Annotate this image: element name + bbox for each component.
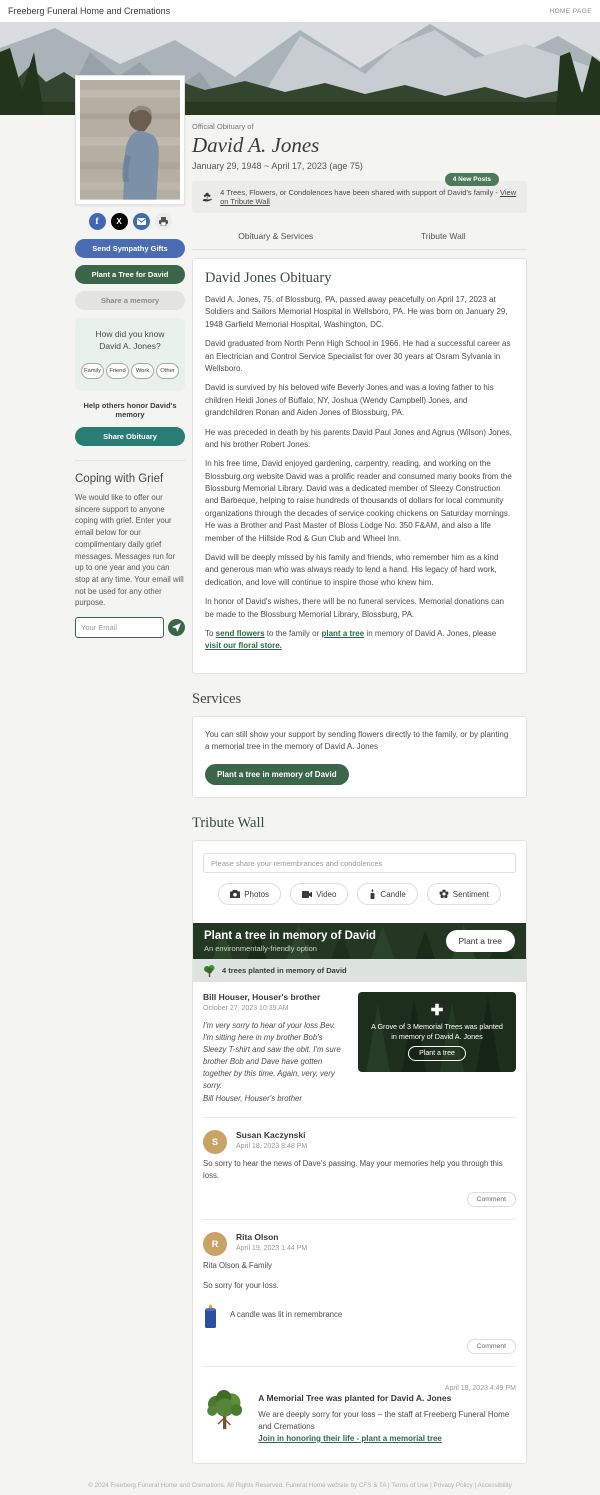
share-obituary-button[interactable]: Share Obituary bbox=[75, 427, 185, 446]
print-icon[interactable] bbox=[155, 213, 172, 230]
social-share-row bbox=[75, 213, 185, 230]
avatar: R bbox=[203, 1232, 227, 1256]
obituary-paragraph: David is survived by his beloved wife Beverly Jones and was a loving father to his children Heidi Jones of Buffalo, NY, Joshua (Wendy Campbell) Jones, and grandchildren Ronan and Aiden Jones of Blossburg, PA. bbox=[205, 383, 494, 418]
banner-subtitle: An environmentally-friendly option bbox=[204, 943, 317, 953]
cross-icon: ✚ bbox=[430, 1001, 444, 1019]
post-date: October 27, 2023 10:39 AM bbox=[203, 1005, 289, 1013]
printer-icon bbox=[159, 217, 168, 226]
facebook-share-icon[interactable]: f bbox=[89, 213, 106, 230]
main-column bbox=[192, 115, 527, 1464]
post-signature: Bill Houser, Houser's brother bbox=[203, 1093, 302, 1103]
paper-plane-icon bbox=[172, 623, 181, 632]
notice-text: 4 Trees, Flowers, or Condolences have been shared with support of David's family - View on Tribute Wall bbox=[220, 188, 517, 206]
page-footer: © 2024 Freeberg Funeral Home and Cremations. All Rights Reserved. Funeral Home website by CFS & TA | Terms of Use | Privacy Policy | Accessibility bbox=[88, 1481, 512, 1489]
post-message: I'm very sorry to hear of your loss Bev. I'm sitting here in my brother Bob's Sleezy T-shirt and saw the obit. I'm sure brother Bob and Dave have gotten together by this time. Again, very, very sorry. bbox=[203, 1021, 341, 1091]
post-message: So sorry for your loss. bbox=[203, 1280, 279, 1290]
nav-home-link[interactable]: HOME PAGE bbox=[549, 7, 592, 15]
obituary-paragraph: In honor of David's wishes, there will be no funeral services. Memorial donations can be made to the Blossburg Memorial Library, Blossburg, PA. bbox=[205, 597, 505, 619]
grove-plant-tree-button[interactable]: Plant a tree bbox=[408, 1046, 466, 1061]
post-divider bbox=[203, 1366, 516, 1367]
trees-planted-bar bbox=[193, 959, 526, 982]
post-date: April 19, 2023 1:44 PM bbox=[236, 1244, 308, 1252]
condolence-composer bbox=[193, 841, 526, 916]
trees-planted-text: 4 trees planted in memory of David bbox=[222, 966, 347, 976]
plant-a-tree-link[interactable]: plant a tree bbox=[321, 628, 365, 638]
obituary-card bbox=[192, 258, 527, 674]
relationship-options bbox=[80, 363, 180, 379]
memorial-grove-card bbox=[358, 992, 516, 1072]
memorial-candle-image bbox=[203, 1301, 218, 1329]
obituary-paragraph: He was preceded in death by his parents David Paul Jones and Agnus (Wilson) Jones, and his brother Robert Jones. bbox=[205, 427, 512, 449]
condolence-input[interactable] bbox=[203, 853, 516, 873]
join-honoring-link[interactable]: Join in honoring their life - plant a memorial tree bbox=[258, 1433, 442, 1443]
post-message: Rita Olson & Family bbox=[203, 1260, 272, 1270]
send-sympathy-gifts-button[interactable]: Send Sympathy Gifts bbox=[75, 239, 185, 258]
portrait-photo bbox=[80, 80, 180, 200]
obituary-paragraph: David graduated from North Penn High School in 1966. He had a successful career as an Electrician and Control Service Specialist for over 30 years at Osram Sylvania in Wellsboro. bbox=[205, 339, 511, 373]
post-author: Rita Olson bbox=[236, 1231, 279, 1242]
condolence-notice-wrap bbox=[192, 176, 527, 213]
sidebar-divider bbox=[75, 460, 185, 461]
obituary-title: David Jones Obituary bbox=[205, 270, 332, 286]
tab-obituary-services[interactable]: Obituary & Services bbox=[238, 231, 314, 241]
video-camera-icon bbox=[302, 891, 312, 898]
email-submit-button[interactable] bbox=[168, 619, 185, 636]
x-share-icon[interactable]: X bbox=[111, 213, 128, 230]
post-date: April 18, 2023 8:48 PM bbox=[236, 1142, 308, 1150]
site-title: Freeberg Funeral Home and Cremations bbox=[8, 6, 171, 16]
memorial-date: April 18, 2023 4:49 PM bbox=[444, 1384, 516, 1392]
know-option-work[interactable]: Work bbox=[131, 363, 154, 379]
send-flowers-link[interactable]: send flowers bbox=[215, 628, 265, 638]
tab-tribute-wall[interactable]: Tribute Wall bbox=[420, 231, 466, 241]
deceased-name: David A. Jones bbox=[192, 133, 320, 157]
post-author: Bill Houser, Houser's brother bbox=[203, 992, 321, 1003]
view-tribute-wall-link[interactable]: View on Tribute Wall bbox=[220, 188, 517, 206]
obituary-paragraph: In his free time, David enjoyed gardening, carpentry, reading, and working on the Blossburg.org website David was a prolific reader and consumed many books from the Blossburg Memorial Library. David was a dedicated member of Sleezy Construction and Barbeque, helping to raise hundreds of thousands of dollars for local community organizations through the decades of service cooking chickens on Saturday mornings. He was a Brother and Past Master of Bloss Lodge No. 350 F&AM, and also a life member of the Hillside Rod & Gun Club and Wheel Inn. bbox=[205, 459, 512, 543]
know-option-friend[interactable]: Friend bbox=[106, 363, 129, 379]
media-buttons-row bbox=[203, 883, 516, 905]
banner-plant-tree-button[interactable]: Plant a tree bbox=[446, 930, 515, 952]
services-card bbox=[192, 716, 527, 798]
honor-memory-text: Help others honor David's memory bbox=[83, 401, 177, 420]
plant-tree-for-david-button[interactable]: Plant a Tree for David bbox=[75, 265, 185, 284]
portrait-photo-card bbox=[75, 75, 185, 205]
candle-icon bbox=[369, 889, 376, 899]
comment-button[interactable]: Comment bbox=[467, 1192, 516, 1207]
grief-email-signup bbox=[75, 617, 185, 638]
envelope-icon bbox=[137, 218, 146, 225]
coping-with-grief-section bbox=[75, 473, 185, 638]
coping-title: Coping with Grief bbox=[75, 473, 164, 486]
plant-tree-banner bbox=[193, 923, 526, 959]
life-dates: January 29, 1948 ~ April 17, 2023 (age 75) bbox=[192, 161, 363, 171]
avatar: S bbox=[203, 1130, 227, 1154]
sidebar bbox=[75, 115, 185, 638]
tribute-post bbox=[203, 1130, 516, 1207]
obituary-closing: To send flowers to the family or plant a tree in memory of David A. Jones, please visit our floral store. bbox=[205, 628, 497, 651]
email-input[interactable] bbox=[75, 617, 164, 638]
tribute-wall-heading: Tribute Wall bbox=[192, 814, 265, 831]
memorial-tree-entry bbox=[203, 1379, 516, 1459]
photos-button[interactable]: Photos bbox=[218, 883, 281, 905]
candle-button[interactable]: Candle bbox=[357, 883, 417, 905]
banner-title: Plant a tree in memory of David bbox=[204, 929, 376, 942]
services-heading: Services bbox=[192, 690, 242, 707]
know-option-other[interactable]: Other bbox=[156, 363, 179, 379]
flower-hand-icon bbox=[202, 191, 213, 204]
post-message: So sorry to hear the news of Dave's passing. May your memories help you through this loss. bbox=[203, 1158, 503, 1180]
grove-text: A Grove of 3 Memorial Trees was planted in memory of David A. Jones bbox=[371, 1021, 503, 1042]
memorial-title: A Memorial Tree was planted for David A. Jones bbox=[258, 1392, 452, 1403]
memorial-body: We are deeply sorry for your loss – the staff at Freeberg Funeral Home and Cremations Join in honoring their life - plant a memorial tree bbox=[258, 1409, 510, 1443]
site-header bbox=[0, 0, 600, 22]
post-author: Susan Kaczynski bbox=[236, 1129, 306, 1140]
email-share-icon[interactable] bbox=[133, 213, 150, 230]
video-button[interactable]: Video bbox=[290, 883, 348, 905]
services-text: You can still show your support by sending flowers directly to the family, or by planting a memorial tree in the memory of David A. Jones bbox=[205, 729, 509, 752]
how-did-you-know-title: How did you know David A. Jones? bbox=[95, 328, 165, 352]
tribute-post bbox=[203, 1232, 516, 1354]
how-did-you-know-box bbox=[75, 318, 185, 392]
tribute-wall-card bbox=[192, 840, 527, 1464]
obituary-paragraph: David will be deeply missed by his family and friends, who remember him as a kind and generous man who was always ready to lend a hand. His legacy of hard work, dedication, and love will continue to inspire those who knew him. bbox=[205, 553, 499, 587]
memorial-tree-image bbox=[203, 1385, 246, 1435]
post-divider bbox=[203, 1117, 516, 1118]
obituary-paragraph: David A. Jones, 75, of Blossburg, PA, passed away peacefully on April 17, 2023 at Soldiers and Sailors Memorial Hospital in Wellsboro, PA. He was born on January 29, 1948 Garfield Memorial Hospital, Washington, DC. bbox=[205, 295, 508, 329]
candle-lit-text: A candle was lit in remembrance bbox=[230, 1309, 343, 1319]
know-option-family[interactable]: Family bbox=[81, 363, 104, 379]
section-tabs bbox=[192, 223, 527, 250]
floral-store-link[interactable]: visit our floral store. bbox=[205, 641, 282, 651]
plant-tree-memory-button[interactable]: Plant a tree in memory of David bbox=[205, 764, 349, 785]
share-a-memory-button[interactable]: Share a memory bbox=[75, 291, 185, 310]
tribute-posts bbox=[193, 982, 526, 1459]
sentiment-button[interactable]: Sentiment bbox=[427, 883, 501, 905]
coping-description: We would like to offer our sincere support to anyone coping with grief. Enter your email below for our complimentary daily grief messages. Messages run for up to one year and you can stop at any time. Your email will not be used for any other purpose. bbox=[75, 493, 184, 608]
tree-icon bbox=[203, 964, 216, 977]
camera-icon bbox=[230, 890, 240, 898]
obituary-label: Official Obituary of bbox=[192, 122, 254, 131]
comment-button[interactable]: Comment bbox=[467, 1339, 516, 1354]
tribute-post bbox=[203, 992, 516, 1105]
new-posts-badge[interactable]: 4 New Posts bbox=[445, 173, 499, 186]
flower-icon bbox=[439, 889, 449, 899]
post-divider bbox=[203, 1219, 516, 1220]
page-content bbox=[0, 115, 600, 1472]
